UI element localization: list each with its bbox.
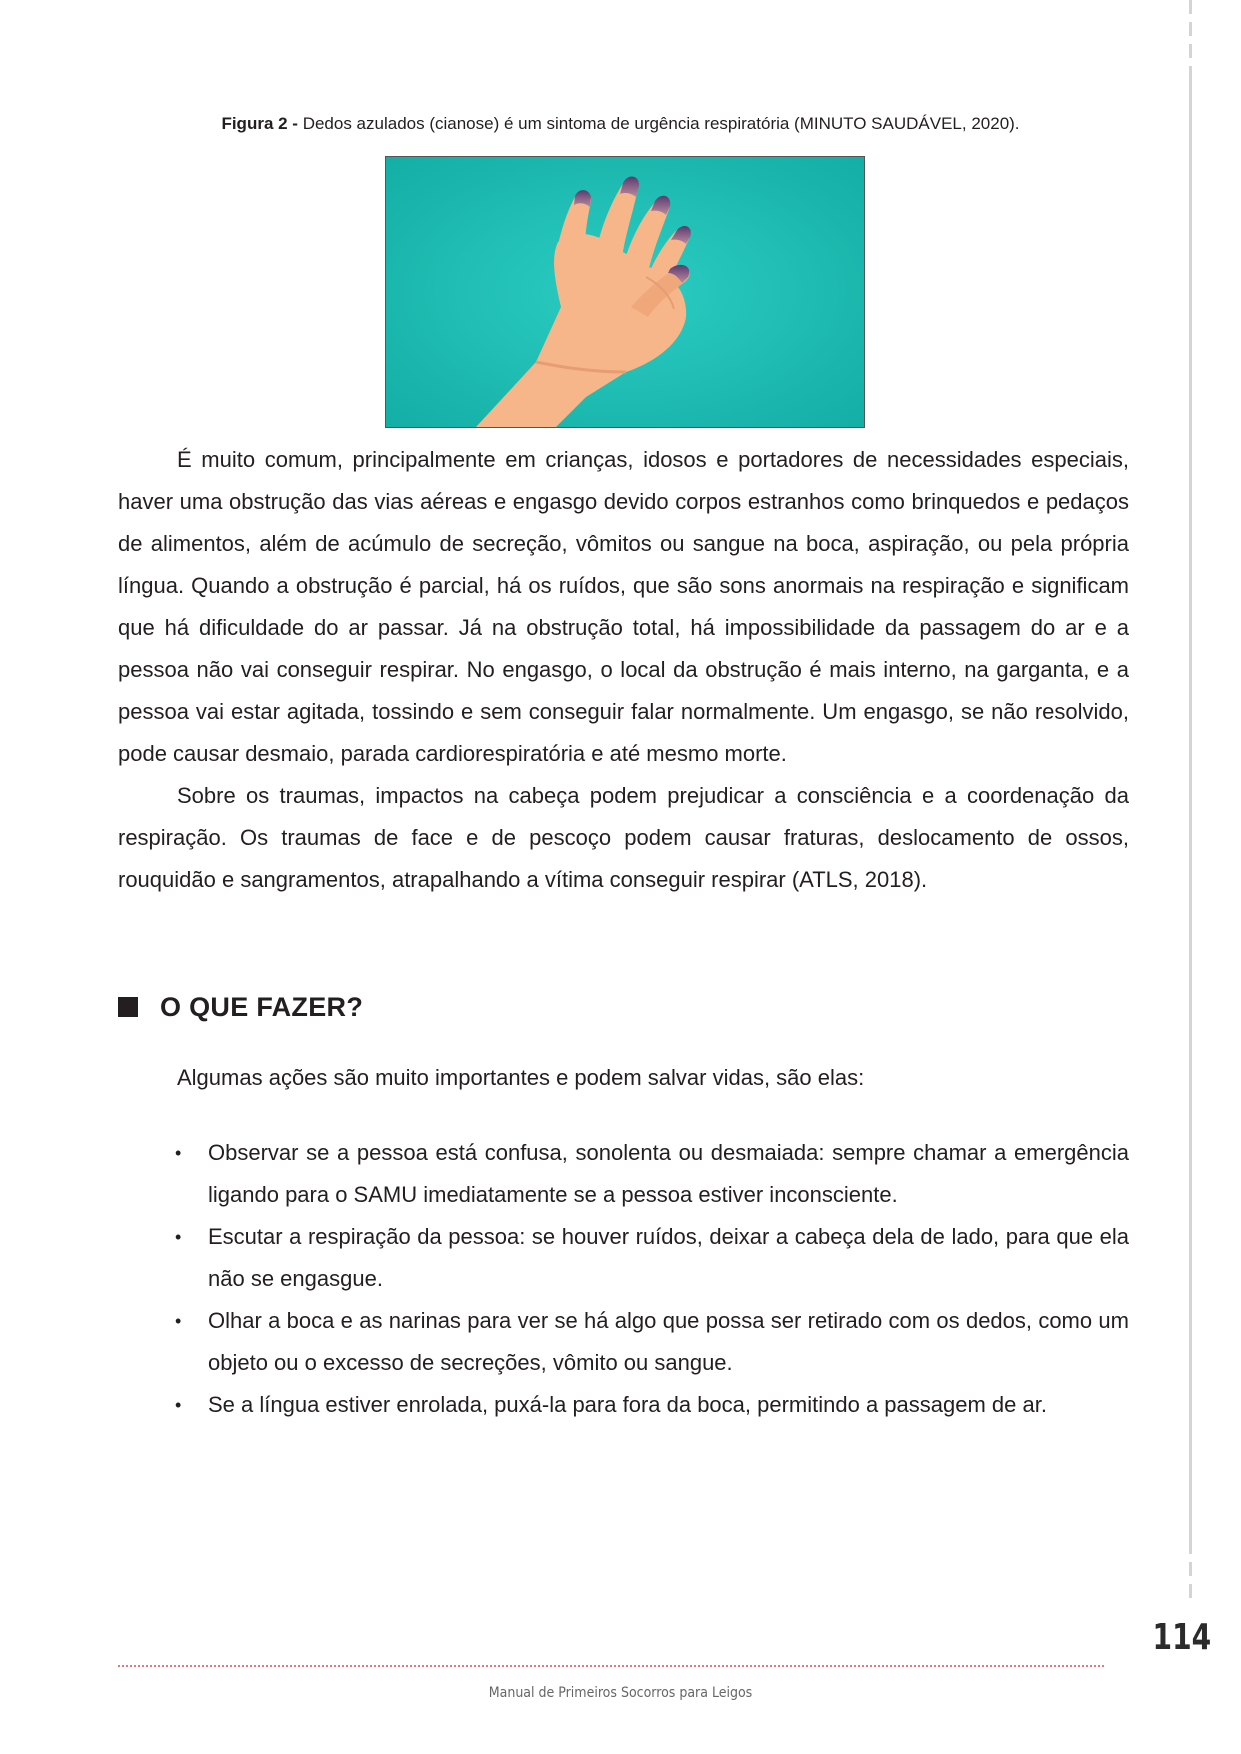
bullet-icon: • [175, 1227, 182, 1247]
paragraph-airway-obstruction: É muito comum, principalmente em crianças, idosos e portadores de necessidades especiais, haver uma obstrução das vias aéreas e engasgo devido corpos estranhos como brinquedos e pedaços de alimentos, além de acúmulo de secreção, vômitos ou sangue na boca, aspiração, ou pela própria língua. Quando a obstrução é parcial, há os ruídos, que são sons anormais na respiração e significam que há dificuldade do ar passar. Já na obstrução total, há impossibilidade da passagem do ar e a pessoa não vai conseguir respirar. No engasgo, o local da obstrução é mais interno, na garganta, e a pessoa vai estar agitada, tossindo e sem conseguir falar normalmente. Um engasgo, se não resolvido, pode causar desmaio, parada cardiorespiratória e até mesmo morte. [118, 447, 1129, 766]
page-number: 114 [1152, 1617, 1211, 1658]
list-item [175, 1384, 1129, 1426]
action-list [175, 1132, 1129, 1426]
list-item [175, 1300, 1129, 1384]
bullet-icon: • [175, 1311, 182, 1331]
bullet-icon: • [175, 1143, 182, 1163]
figure-caption-text: Dedos azulados (cianose) é um sintoma de urgência respiratória (MINUTO SAUDÁVEL, 2020). [297, 114, 1020, 133]
list-item-text: Se a língua estiver enrolada, puxá-la para fora da boca, permitindo a passagem de ar. [208, 1392, 1047, 1417]
section-heading [118, 990, 363, 1024]
footer-divider [118, 1665, 1104, 1667]
list-item [175, 1216, 1129, 1300]
section-intro: Algumas ações são muito importantes e podem salvar vidas, são elas: [177, 1065, 865, 1090]
bullet-icon: • [175, 1395, 182, 1415]
list-item-text: Olhar a boca e as narinas para ver se há algo que possa ser retirado com os dedos, como um objeto ou o excesso de secreções, vômito ou sangue. [208, 1308, 1129, 1375]
figure-caption [0, 114, 1241, 134]
list-item-text: Escutar a respiração da pessoa: se houver ruídos, deixar a cabeça dela de lado, para que ela não se engasgue. [208, 1224, 1129, 1291]
cyanosis-hand-illustration [385, 156, 865, 428]
figure-caption-label: Figura 2 - [221, 114, 298, 133]
body-text [118, 439, 1129, 901]
paragraph-traumas: Sobre os traumas, impactos na cabeça podem prejudicar a consciência e a coordenação da respiração. Os traumas de face e de pescoço podem causar fraturas, deslocamento de ossos, rouquidão e sangramentos, atrapalhando a vítima conseguir respirar (ATLS, 2018). [118, 783, 1129, 892]
section-title: O QUE FAZER? [160, 991, 364, 1022]
margin-guide-line [1189, 0, 1192, 1600]
list-item-text: Observar se a pessoa está confusa, sonolenta ou desmaiada: sempre chamar a emergência ligando para o SAMU imediatamente se a pessoa estiver inconsciente. [208, 1140, 1129, 1207]
heading-square-icon [118, 997, 138, 1017]
list-item [175, 1132, 1129, 1216]
footer-title: Manual de Primeiros Socorros para Leigos [488, 1685, 753, 1701]
hand-illustration-svg [386, 157, 864, 427]
